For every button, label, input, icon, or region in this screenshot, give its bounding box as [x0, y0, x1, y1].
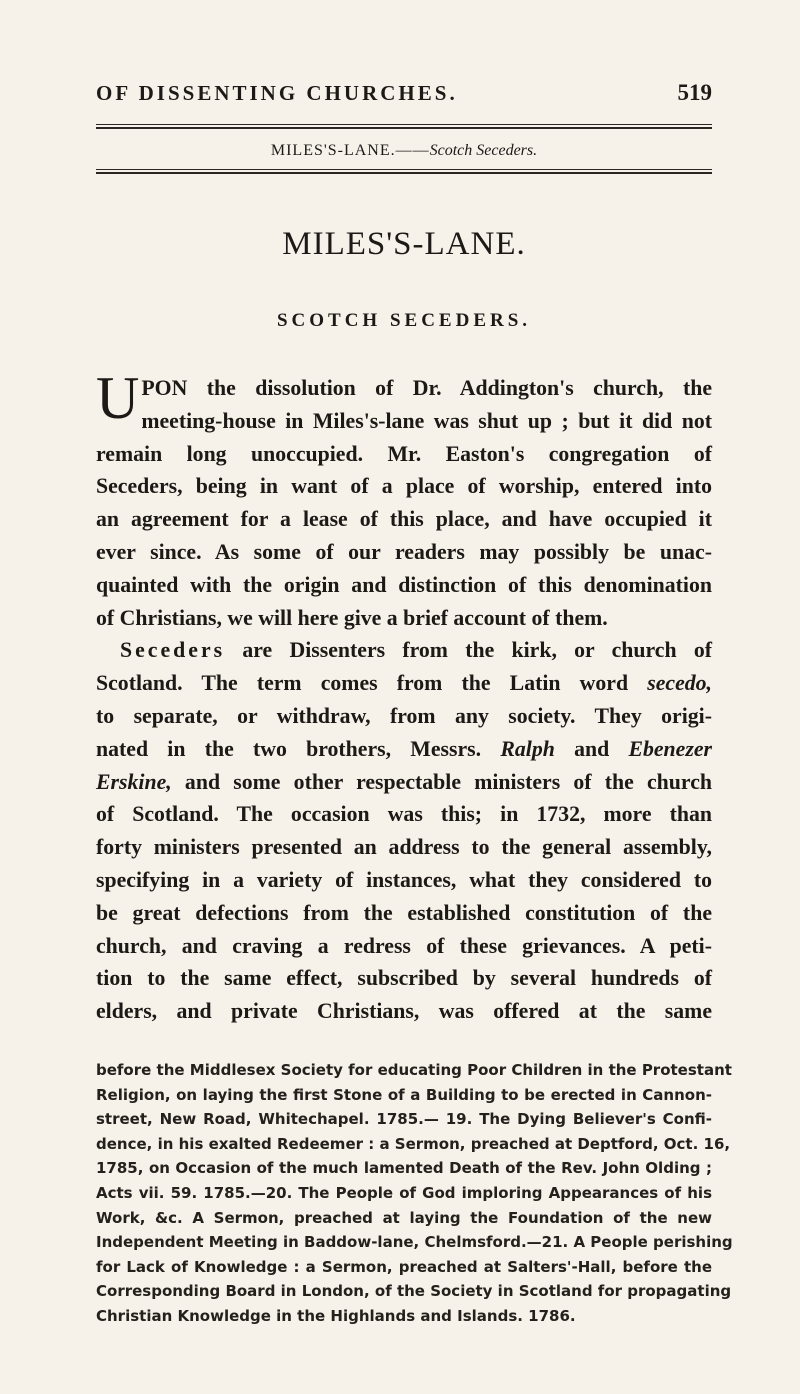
text-line: an agreement for a lease of this place, and have occupied it	[96, 507, 712, 532]
header-rule-top	[96, 124, 712, 125]
text-line: PON the dissolution of Dr. Addington's church, the	[141, 376, 712, 400]
chapter-subtitle: SCOTCH SECEDERS.	[276, 310, 532, 331]
chapter-title: MILES'S-LANE.	[282, 226, 526, 262]
text-line: remain long unoccupied. Mr. Easton's congregation of	[96, 441, 712, 466]
footnote-line: Work, &c. A Sermon, preached at laying the Foundation of the new	[96, 1208, 712, 1227]
text-line: be great defections from the established constitution of the	[96, 900, 712, 925]
person-name: Ralph	[500, 736, 555, 761]
header-rule-bottom	[96, 169, 712, 170]
text-line	[96, 766, 712, 799]
paragraph-1	[96, 365, 712, 634]
person-name: Erskine,	[96, 769, 172, 794]
text-line: to separate, or withdraw, from any society. They origi-	[96, 703, 712, 728]
footnote-line: Religion, on laying the first Stone of a Building to be erected in Cannon-	[96, 1085, 712, 1104]
text-line: forty ministers presented an address to the general assembly,	[96, 835, 712, 860]
subhead-place: MILES'S-LANE.	[270, 142, 396, 159]
text-line: of Scotland. The occasion was this; in 1732, more than	[96, 802, 712, 827]
footnote-line: Acts vii. 59. 1785.—20. The People of God imploring Appearances of his	[96, 1183, 712, 1202]
footnote-line: before the Middlesex Society for educating Poor Children in the Protestant	[96, 1061, 732, 1079]
smallcaps-term: Seceders	[120, 638, 226, 663]
header-rule-top-thick	[96, 127, 712, 129]
text-line	[96, 634, 712, 667]
drop-cap: U	[96, 365, 140, 431]
text-line	[96, 733, 712, 766]
header-rule-bottom-thick	[96, 172, 712, 174]
text-line: specifying in a variety of instances, what they considered to	[96, 867, 712, 892]
text-fragment: and	[554, 736, 629, 761]
footnote-line: street, New Road, Whitechapel. 1785.— 19. The Dying Believer's Confi-	[96, 1110, 712, 1129]
footnote-line: dence, in his exalted Redeemer : a Sermon, preached at Deptford, Oct. 16,	[96, 1134, 731, 1153]
footnote-line: for Lack of Knowledge : a Sermon, preached at Salters'-Hall, before the	[96, 1257, 712, 1276]
section-subhead	[96, 142, 712, 160]
text-line: tion to the same effect, subscribed by several hundreds of	[96, 966, 712, 991]
page-number: 519	[677, 80, 712, 105]
footnote-line: Christian Knowledge in the Highlands and Islands. 1786.	[96, 1306, 576, 1325]
text-fragment: are Dissenters from the kirk, or church of	[225, 638, 712, 663]
text-line: Seceders, being in want of a place of worship, entered into	[96, 474, 712, 499]
text-line: quainted with the origin and distinction of this denomination	[96, 572, 712, 597]
running-title: OF DISSENTING CHURCHES.	[96, 81, 458, 105]
subhead-dash: ——	[395, 142, 430, 159]
footnote-line: Independent Meeting in Baddow-lane, Chelmsford.—21. A People perishing	[96, 1233, 733, 1252]
text-fragment: nated in the two brothers, Messrs.	[96, 736, 501, 761]
paragraph-2	[96, 634, 712, 1028]
latin-word: secedo,	[647, 671, 712, 696]
text-fragment: Scotland. The term comes from the Latin word	[96, 671, 648, 696]
text-line: ever since. As some of our readers may possibly be unac-	[96, 539, 712, 564]
text-line: of Christians, we will here give a brief account of them.	[96, 605, 608, 630]
running-head	[96, 80, 712, 106]
footnote-line: 1785, on Occasion of the much lamented Death of the Rev. John Olding ;	[96, 1159, 712, 1178]
text-line: meeting-house in Miles's-lane was shut up ; but it did not	[141, 408, 712, 433]
text-line	[96, 667, 712, 700]
footnote-line: Corresponding Board in London, of the Society in Scotland for propagating	[96, 1282, 732, 1301]
footnote	[96, 1058, 733, 1329]
person-name: Ebenezer	[628, 736, 712, 761]
body-text	[96, 365, 712, 1028]
text-fragment: and some other respectable ministers of the church	[171, 769, 712, 794]
text-line: elders, and private Christians, was offered at the same	[96, 999, 712, 1024]
subhead-denomination: Scotch Seceders.	[429, 142, 538, 159]
text-line: church, and craving a redress of these grievances. A peti-	[96, 933, 712, 958]
